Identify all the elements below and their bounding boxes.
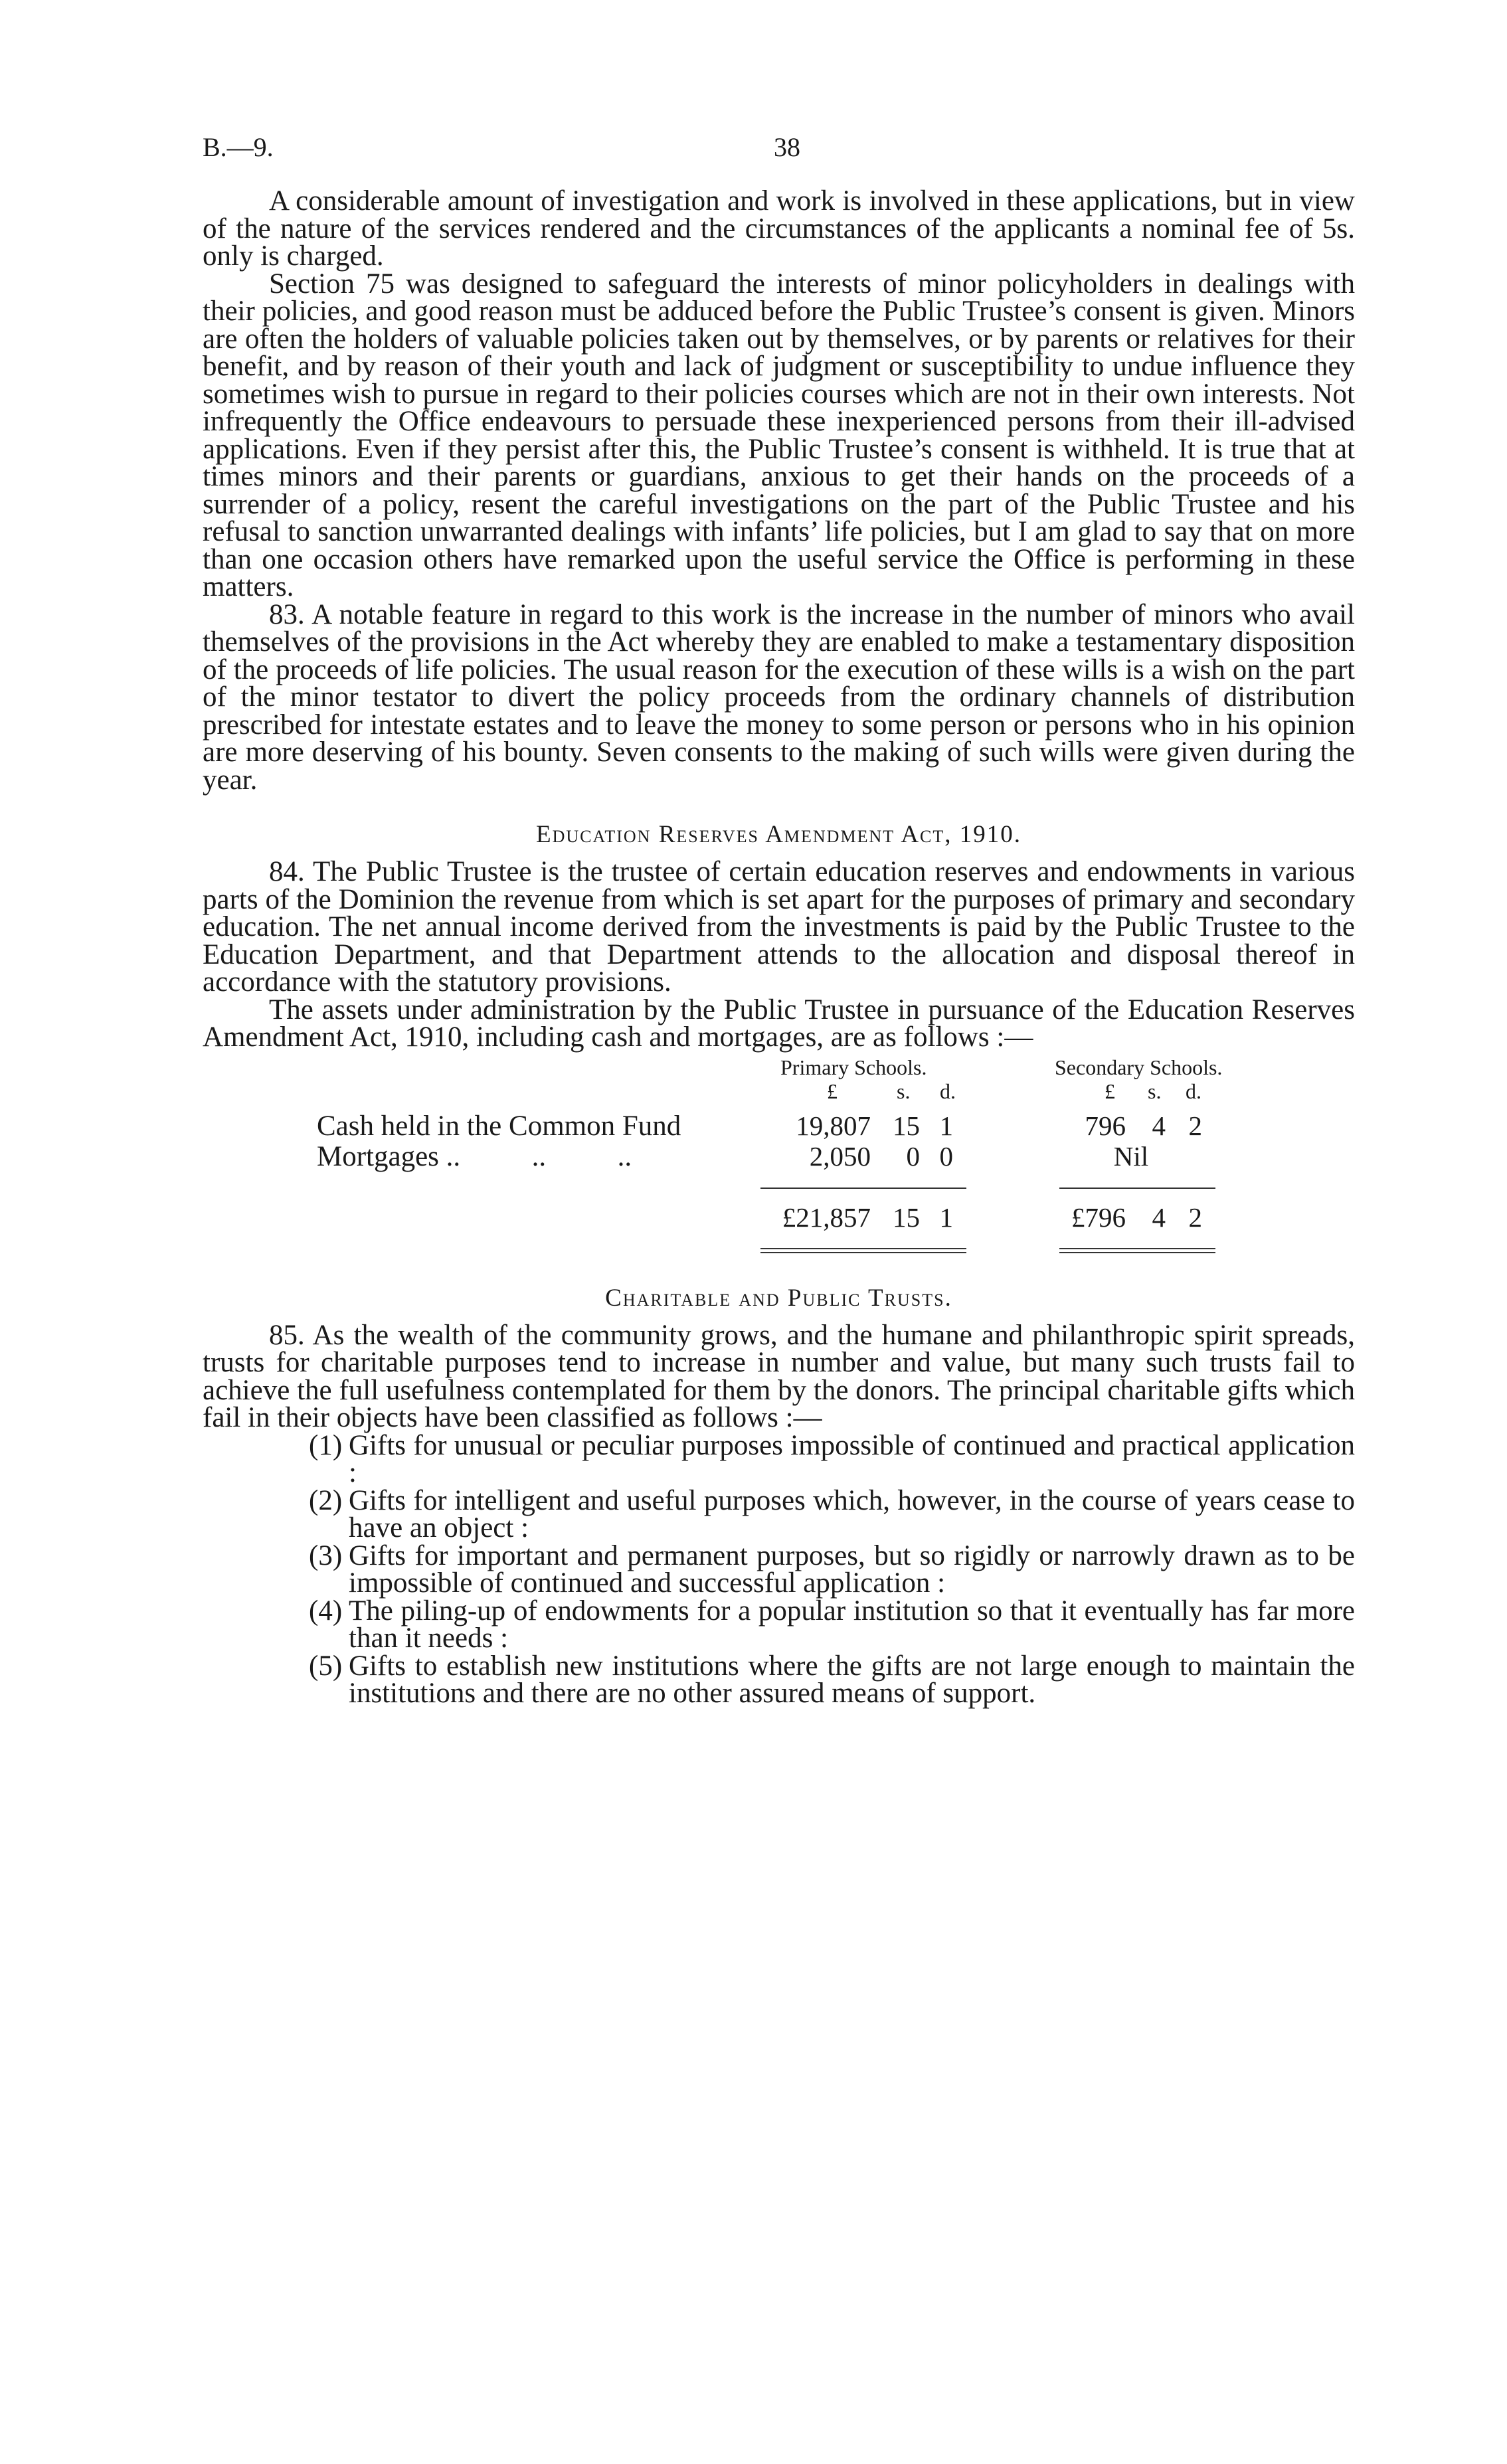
list-item-number: (3) [309,1540,343,1571]
total-secondary-pounds: £796 [1071,1201,1126,1233]
cell-secondary-pounds: 796 [1085,1110,1126,1141]
list-item-number: (5) [309,1650,343,1682]
column-header-secondary: Secondary Schools. [1055,1055,1223,1079]
row-label-cash: Cash held in the Common Fund [317,1110,681,1142]
cell-primary-shillings: 0 [906,1140,920,1172]
cell-primary-shillings: 15 [893,1110,920,1141]
list-item-number: (2) [309,1484,343,1516]
list-item-number: (1) [309,1429,343,1461]
paragraph: A considerable amount of investigation and work is involved in these applications, but in view of the nature of the services rendered and the circumstances of the applicants a nominal fee of 5s. only is charged. [203,185,1355,272]
total-double-rule [1059,1248,1215,1253]
gift-classification-list [203,1429,1355,1709]
page-header [203,132,1355,171]
list-item [256,1652,1355,1708]
total-primary-pence: 1 [939,1201,953,1233]
list-item [256,1484,1355,1543]
column-header-primary: Primary Schools. [780,1055,927,1079]
cell-primary-pounds: 2,050 [809,1140,871,1172]
total-primary-pounds: £21,857 [782,1201,871,1233]
cell-secondary-shillings: 4 [1152,1110,1166,1141]
paragraph: Section 75 was designed to safeguard the interests of minor policyholders in dealings with their policies, and good reason must be adduced before the Public Trustee’s consent is given. Minors are often the holders of valuable policies taken out by themselves, or by parents or relatives for their benefit, and by reason of their youth and lack of judgment or susceptibility to undue influence they sometimes wish to pursue in regard to their policies courses which are not in their own interests. Not infrequently the Office endeavours to persuade these inexperienced persons from their ill-advised applications. Even if they persist after this, the Public Trustee’s consent is withheld. It is true that at times minors and their parents or guardians, anxious to get their hands on the proceeds of a surrender of a policy, resent the careful investigations on the part of the Public Trustee and his refusal to sanction unwarranted dealings with infants’ life policies, but I am glad to say that on more than one occasion others have remarked upon the useful service the Office is performing in these matters. [203,268,1355,602]
document-reference: B.—9. [203,132,274,162]
row-label-mortgages: Mortgages .. .. .. [317,1140,632,1172]
cell-primary-pounds: 19,807 [796,1110,871,1141]
list-item-text: The piling-up of endowments for a popular institution so that it eventually has far more than it needs : [349,1595,1355,1654]
total-double-rule [760,1248,966,1253]
unit-shillings: s. [897,1079,911,1103]
page-number: 38 [774,132,800,162]
total-primary-shillings: 15 [893,1201,920,1233]
paragraph: 85. As the wealth of the community grows, and the humane and philanthropic spirit spreads, trusts for charitable purposes tend to increase in number and value, but many such trusts fail to achieve the full usefulness contemplated for them by the donors. The principal charitable gifts which fail in their objects have been classified as follows :— [203,1319,1355,1433]
cell-secondary-pence: 2 [1188,1110,1202,1141]
list-item-text: Gifts to establish new institutions where the gifts are not large enough to maintain the institutions and there are no other assured means of support. [349,1650,1355,1709]
list-item [256,1542,1355,1597]
section-heading-education-reserves: Education Reserves Amendment Act, 1910. [535,821,1022,848]
assets-table [203,1051,1355,1304]
unit-pence: d. [940,1079,956,1103]
cell-secondary-nil: Nil [1113,1140,1149,1172]
list-item-number: (4) [309,1595,343,1627]
unit-pence: d. [1186,1079,1201,1103]
unit-pound: £ [1105,1079,1115,1103]
list-item-text: Gifts for intelligent and useful purposes which, however, in the course of years cease to have an object : [349,1484,1355,1543]
page-body [203,187,1355,1708]
list-item-text: Gifts for unusual or peculiar purposes impossible of continued and practical application : [349,1429,1355,1488]
unit-shillings: s. [1148,1079,1162,1103]
section-heading-charitable-trusts: Charitable and Public Trusts. [605,1284,952,1312]
cell-primary-pence: 1 [939,1110,953,1141]
total-secondary-pence: 2 [1188,1201,1202,1233]
unit-pound: £ [827,1079,838,1103]
paragraph: 83. A notable feature in regard to this work is the increase in the number of minors who avail themselves of the provisions in the Act whereby they are enabled to make a testamentary disposition of the proceeds of life policies. The usual reason for the execution of these wills is a wish on the part of the minor testator to divert the policy proceeds from the ordinary channels of distribution prescribed for intestate estates and to leave the money to some person or persons who in his opinion are more deserving of his bounty. Seven consents to the making of such wills were given during the year. [203,598,1355,796]
subtotal-rule [1059,1188,1215,1189]
subtotal-rule [760,1188,966,1189]
total-secondary-shillings: 4 [1152,1201,1166,1233]
cell-primary-pence: 0 [939,1140,953,1172]
paragraph: 84. The Public Trustee is the trustee of certain education reserves and endowments in various parts of the Dominion the revenue from which is set apart for the purposes of primary and secondary education. The net annual income derived from the investments is paid by the Public Trustee to the Education Department, and that Department attends to the allocation and disposal thereof in accordance with the statutory provisions. [203,856,1355,998]
list-item-text: Gifts for important and permanent purposes, but so rigidly or narrowly drawn as to be impossible of continued and successful application : [349,1540,1355,1599]
list-item [256,1597,1355,1652]
table-intro: The assets under administration by the Public Trustee in pursuance of the Education Reserves Amendment Act, 1910, including cash and mortgages, are as follows :— [203,994,1355,1053]
list-item [256,1429,1355,1488]
